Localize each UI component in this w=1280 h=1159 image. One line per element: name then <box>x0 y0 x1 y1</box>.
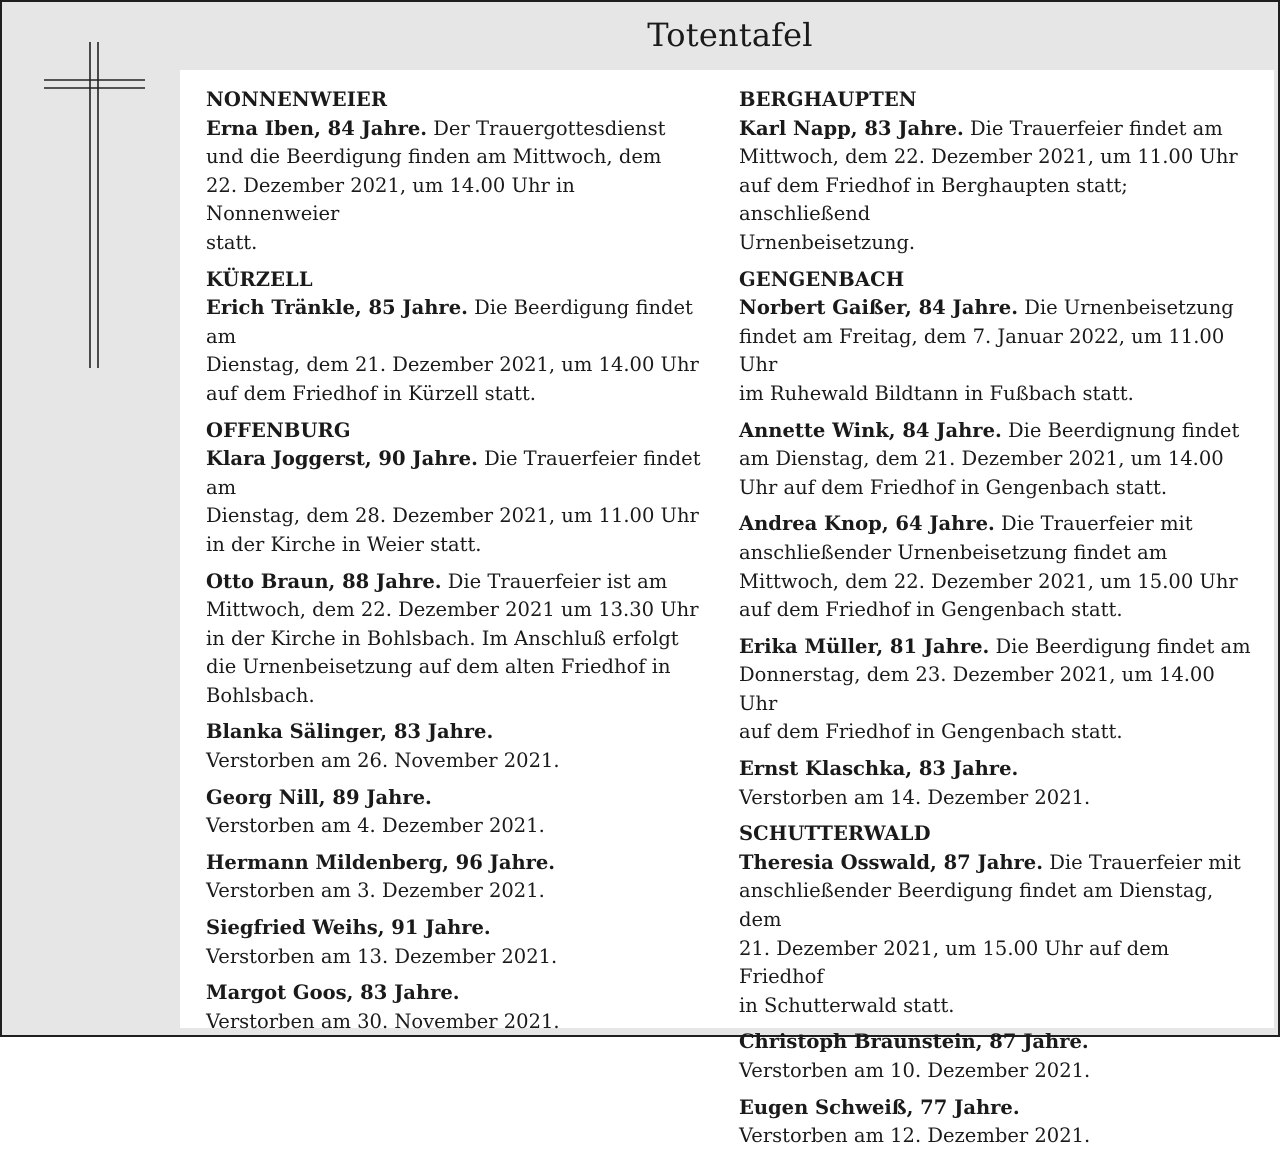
deceased-name: Christoph Braunstein, 87 Jahre. <box>739 1030 1089 1054</box>
location-heading: SCHUTTERWALD <box>739 822 931 846</box>
deceased-name: Blanka Sälinger, 83 Jahre. <box>206 720 494 744</box>
page-title: Totentafel <box>647 16 813 54</box>
entry-text-line: anschließender Urnenbeisetzung findet am <box>739 540 1168 564</box>
entry-text-line: 21. Dezember 2021, um 15.00 Uhr auf dem Friedhof <box>739 936 1170 989</box>
entry-text-line: Die Beerdigung findet am <box>989 634 1251 658</box>
location-heading: BERGHAUPTEN <box>739 88 917 111</box>
location-heading: KÜRZELL <box>206 267 313 291</box>
deceased-name: Otto Braun, 88 Jahre. <box>206 569 442 593</box>
obituary-entry <box>739 115 1254 258</box>
entry-text-line: Donnerstag, dem 23. Dezember 2021, um 14.00 Uhr <box>739 663 1215 715</box>
entry-text-line: findet am Freitag, dem 7. Januar 2022, um 11.00 Uhr <box>739 324 1225 377</box>
deceased-name: Erika Müller, 81 Jahre. <box>739 634 990 658</box>
left-column <box>206 86 711 1044</box>
entry-text-line: Verstorben am 26. November 2021. <box>206 749 560 773</box>
deceased-name: Eugen Schweiß, 77 Jahre. <box>739 1095 1020 1119</box>
entry-text-line: Mittwoch, dem 22. Dezember 2021, um 15.00 Uhr <box>739 569 1238 593</box>
entry-text-line: am Dienstag, dem 21. Dezember 2021, um 14.00 <box>739 447 1224 471</box>
obituary-entry <box>206 849 711 906</box>
location-heading: OFFENBURG <box>206 418 351 442</box>
right-column <box>739 86 1254 1159</box>
obituary-entry <box>206 115 711 258</box>
entry-text-line: Die Urnenbeisetzung <box>1018 296 1234 320</box>
entry-text-line: Mittwoch, dem 22. Dezember 2021 um 13.30 Uhr <box>206 598 699 622</box>
obituary-entry <box>206 718 711 775</box>
deceased-name: Siegfried Weihs, 91 Jahre. <box>206 916 491 940</box>
entry-text-line: Dienstag, dem 21. Dezember 2021, um 14.00 Uhr <box>206 353 699 377</box>
deceased-name: Margot Goos, 83 Jahre. <box>206 981 460 1005</box>
obituary-entry <box>739 633 1254 747</box>
entry-text-line: die Urnenbeisetzung auf dem alten Friedhof in <box>206 655 671 679</box>
entry-text-line: 22. Dezember 2021, um 14.00 Uhr in Nonnenweier <box>206 173 575 226</box>
deceased-name: Karl Napp, 83 Jahre. <box>739 116 964 140</box>
deceased-name: Erich Tränkle, 85 Jahre. <box>206 296 468 320</box>
obituary-entry <box>739 1094 1254 1151</box>
deceased-name: Georg Nill, 89 Jahre. <box>206 785 432 809</box>
entry-text-line: Verstorben am 30. November 2021. <box>206 1009 560 1033</box>
entry-text-line: Dienstag, dem 28. Dezember 2021, um 11.00 Uhr <box>206 504 699 528</box>
entry-text-line: auf dem Friedhof in Berghaupten statt; anschließend <box>739 173 1128 226</box>
entry-text-line: Die Beerdigung findet am <box>206 296 693 348</box>
entry-text-line: im Ruhewald Bildtann in Fußbach statt. <box>739 381 1134 405</box>
entry-text-line: Verstorben am 12. Dezember 2021. <box>739 1124 1091 1148</box>
entry-text-line: in der Kirche in Weier statt. <box>206 532 482 556</box>
entry-text-line: auf dem Friedhof in Gengenbach statt. <box>739 598 1123 622</box>
obituary-entry <box>739 417 1254 503</box>
deceased-name: Theresia Osswald, 87 Jahre. <box>739 850 1044 874</box>
location-heading: NONNENWEIER <box>206 88 388 111</box>
obituary-entry <box>739 294 1254 408</box>
obituary-panel <box>180 70 1274 1148</box>
obituary-entry <box>206 445 711 559</box>
entry-text-line: Die Trauerfeier mit <box>994 512 1193 536</box>
obituary-entry <box>739 755 1254 812</box>
entry-text-line: Verstorben am 10. Dezember 2021. <box>739 1059 1091 1082</box>
deceased-name: Erna Iben, 84 Jahre. <box>206 116 428 140</box>
entry-text-line: Bohlsbach. <box>206 683 315 707</box>
entry-text-line: Die Trauerfeier ist am <box>441 569 668 593</box>
entry-text-line: Uhr auf dem Friedhof in Gengenbach statt. <box>739 475 1168 499</box>
entry-text-line: und die Beerdigung finden am Mittwoch, dem <box>206 145 662 169</box>
entry-text-line: Verstorben am 14. Dezember 2021. <box>739 785 1091 809</box>
entry-text-line: Verstorben am 4. Dezember 2021. <box>206 814 545 838</box>
entry-text-line: Urnenbeisetzung. <box>739 230 916 254</box>
obituary-entry <box>739 510 1254 624</box>
obituary-entry <box>206 979 711 1036</box>
deceased-name: Ernst Klaschka, 83 Jahre. <box>739 757 1019 781</box>
deceased-name: Andrea Knop, 64 Jahre. <box>739 512 995 536</box>
obituary-entry <box>739 849 1254 1021</box>
entry-text-line: Verstorben am 3. Dezember 2021. <box>206 879 545 903</box>
entry-text-line: Die Trauerfeier mit <box>1043 850 1241 874</box>
entry-text-line: Die Trauerfeier findet am <box>963 116 1223 140</box>
entry-text-line: Die Beerdignung findet <box>1001 418 1240 442</box>
obituary-entry <box>206 568 711 711</box>
entry-text-line: Verstorben am 13. Dezember 2021. <box>206 944 558 968</box>
entry-text-line: auf dem Friedhof in Kürzell statt. <box>206 381 536 405</box>
cross-icon <box>42 40 147 370</box>
obituary-entry <box>206 294 711 408</box>
deceased-name: Norbert Gaißer, 84 Jahre. <box>739 296 1018 320</box>
entry-text-line: Die Trauerfeier findet am <box>206 447 701 499</box>
deceased-name: Annette Wink, 84 Jahre. <box>739 418 1002 442</box>
entry-text-line: statt. <box>206 230 258 254</box>
obituary-entry <box>206 914 711 971</box>
deceased-name: Klara Joggerst, 90 Jahre. <box>206 447 478 471</box>
obituary-entry <box>206 784 711 841</box>
entry-text-line: auf dem Friedhof in Gengenbach statt. <box>739 720 1123 744</box>
entry-text-line: anschließender Beerdigung findet am Dienstag, dem <box>739 879 1214 932</box>
location-heading: GENGENBACH <box>739 267 905 291</box>
entry-text-line: Der Trauergottesdienst <box>427 116 666 140</box>
deceased-name: Hermann Mildenberg, 96 Jahre. <box>206 850 556 874</box>
entry-text-line: Mittwoch, dem 22. Dezember 2021, um 11.00 Uhr <box>739 145 1238 169</box>
entry-text-line: in der Kirche in Bohlsbach. Im Anschluß erfolgt <box>206 626 679 650</box>
entry-text-line: in Schutterwald statt. <box>739 993 955 1017</box>
